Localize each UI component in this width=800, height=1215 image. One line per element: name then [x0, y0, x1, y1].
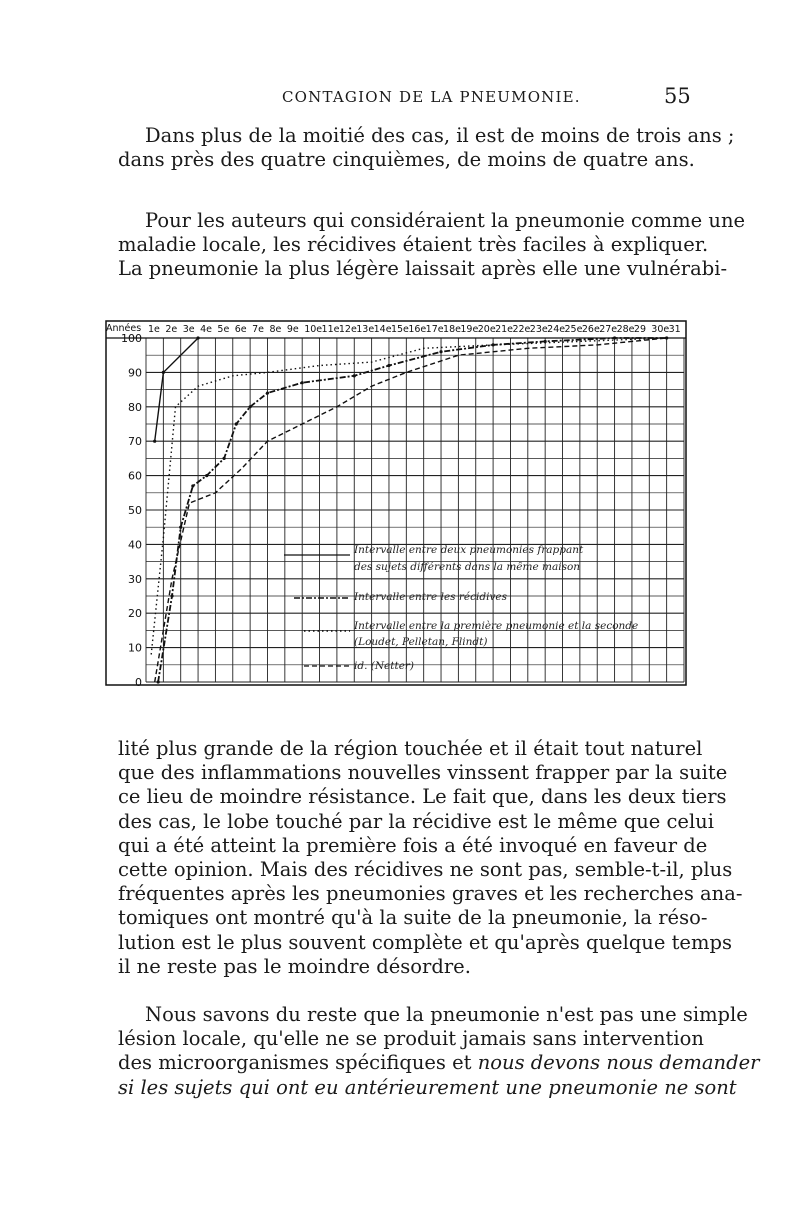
legend-label-3a: Intervalle entre la première pneumonie et la seconde — [354, 620, 639, 632]
x-tick-label: 10e — [304, 324, 323, 335]
series-point-2 — [249, 405, 252, 408]
x-tick-label: 21e — [495, 324, 514, 335]
text-line-mixed — [118, 1051, 760, 1075]
series-point-2 — [205, 474, 208, 477]
text-line: des cas, le lobe touché par la récidive est le même que celui — [118, 809, 714, 833]
text-line: il ne reste pas le moindre désordre. — [118, 954, 471, 978]
x-tick-label: 7e — [252, 324, 265, 335]
x-tick-label: 24e — [547, 324, 566, 335]
text-line: Dans plus de la moitié des cas, il est de moins de trois ans ; — [145, 124, 735, 147]
x-tick-label: 3e — [182, 324, 195, 335]
x-tick-label: 30e — [651, 324, 670, 335]
series-point-2 — [191, 484, 194, 487]
text-line: tomiques ont montré qu'à la suite de la pneumonie, la réso- — [118, 906, 708, 930]
text-line: cette opinion. Mais des récidives ne sont pas, semble-t-il, plus — [118, 858, 733, 882]
series-point-2 — [387, 364, 390, 367]
series-point-2 — [170, 594, 173, 597]
series-point-1 — [162, 371, 165, 374]
series-point-2 — [665, 336, 668, 339]
x-tick-label: 20e — [477, 324, 496, 335]
x-tick-label: 11e — [321, 324, 340, 335]
y-tick-label: 90 — [128, 366, 142, 380]
x-tick-label: 17e — [425, 324, 444, 335]
x-tick-label: 15e — [390, 324, 409, 335]
text-line: dans près des quatre cinquièmes, de moins de quatre ans. — [118, 148, 695, 172]
x-tick-label: 31 — [668, 324, 681, 335]
x-tick-label: 14e — [373, 324, 392, 335]
y-tick-label: 80 — [128, 400, 142, 414]
text-line: ce lieu de moindre résistance. Le fait que, dans les deux tiers — [118, 785, 727, 809]
text-line-italic: si les sujets qui ont eu antérieurement une pneumonie ne sont — [118, 1075, 737, 1099]
x-tick-labels — [148, 324, 681, 335]
series-point-2 — [266, 391, 269, 394]
text-line: lésion locale, qu'elle ne se produit jamais sans intervention — [118, 1027, 704, 1051]
x-tick-label: 2e — [165, 324, 178, 335]
x-tick-label: 1e — [148, 324, 160, 335]
y-tick-label: 60 — [128, 469, 142, 483]
y-tick-label: 40 — [128, 538, 142, 552]
x-tick-label: 9e — [286, 324, 299, 335]
y-tick-label: 10 — [128, 641, 142, 655]
legend-label-3b: (Loudet, Pelletan, Flindt) — [354, 636, 488, 648]
text-line: fréquentes après les pneumonies graves et les recherches ana- — [118, 882, 743, 906]
text-line: Nous savons du reste que la pneumonie n'est pas une simple — [145, 1003, 748, 1026]
text-line: La pneumonie la plus légère laissait après elle une vulnérabi- — [118, 257, 728, 281]
series-point-1 — [196, 336, 199, 339]
running-header — [0, 84, 800, 114]
x-tick-label: 8e — [269, 324, 282, 335]
text-line: qui a été atteint la première fois a été invoqué en faveur de — [118, 833, 708, 857]
text-line: maladie locale, les récidives étaient très faciles à expliquer. — [118, 233, 709, 257]
legend-label-4: id. (Netter) — [354, 660, 415, 672]
y-tick-label: 20 — [128, 607, 142, 621]
page-number: 55 — [664, 84, 691, 108]
text-line: lité plus grande de la région touchée et il était tout naturel — [118, 737, 703, 760]
series-point-2 — [222, 457, 225, 460]
x-tick-label: 22e — [512, 324, 531, 335]
text-roman: des microorganismes spécifiques et — [118, 1051, 472, 1075]
x-tick-label: 13e — [356, 324, 375, 335]
x-tick-label: 16e — [408, 324, 427, 335]
running-title: CONTAGION DE LA PNEUMONIE. — [282, 88, 581, 106]
series-point-2 — [301, 381, 304, 384]
x-axis-label: Années — [106, 323, 142, 334]
x-tick-label: 28e — [616, 324, 635, 335]
paragraph-1 — [118, 124, 735, 172]
x-tick-label: 25e — [564, 324, 583, 335]
series-point-2 — [157, 680, 160, 683]
series-point-2 — [613, 336, 616, 339]
x-tick-label: 6e — [234, 324, 247, 335]
series-point-2 — [179, 526, 182, 529]
y-tick-label: 50 — [128, 504, 142, 517]
legend-label-2: Intervalle entre les récidives — [354, 591, 507, 603]
x-tick-label: 29 — [633, 324, 647, 335]
text-line: Pour les auteurs qui considéraient la pneumonie comme une — [145, 209, 746, 232]
y-tick-label: 30 — [128, 572, 142, 586]
y-tick-label: 70 — [128, 435, 142, 449]
series-point-2 — [353, 374, 356, 377]
text-line: que des inflammations nouvelles vinssent frapper par la suite — [118, 761, 728, 785]
legend-label-1a: Intervalle entre deux pneumonies frappant — [354, 544, 584, 556]
x-tick-label: 18e — [443, 324, 461, 335]
x-tick-label: 23e — [529, 324, 548, 335]
series-point-2 — [439, 350, 442, 353]
series-point-1 — [153, 440, 156, 443]
text-line: lution est le plus souvent complète et qu'après quelque temps — [118, 930, 732, 954]
x-tick-label: 19e — [460, 324, 479, 335]
legend-label-1b: des sujets différents dans la même maison — [354, 561, 581, 573]
x-tick-label: 12e — [338, 324, 357, 335]
recurrence-interval-chart — [104, 320, 688, 686]
x-tick-label: 27e — [599, 324, 618, 335]
x-tick-label: 4e — [200, 324, 212, 335]
paragraph-4 — [118, 1003, 760, 1100]
series-point-2 — [235, 422, 238, 425]
paragraph-2 — [118, 209, 746, 282]
x-tick-label: 26e — [581, 324, 600, 335]
y-tick-label: 100 — [121, 332, 142, 345]
paragraph-3 — [118, 737, 743, 979]
y-tick-label: 0 — [135, 676, 142, 686]
x-tick-label: 5e — [217, 324, 230, 335]
chart-svg — [104, 320, 688, 686]
text-italic: nous devons nous demander — [477, 1051, 760, 1075]
